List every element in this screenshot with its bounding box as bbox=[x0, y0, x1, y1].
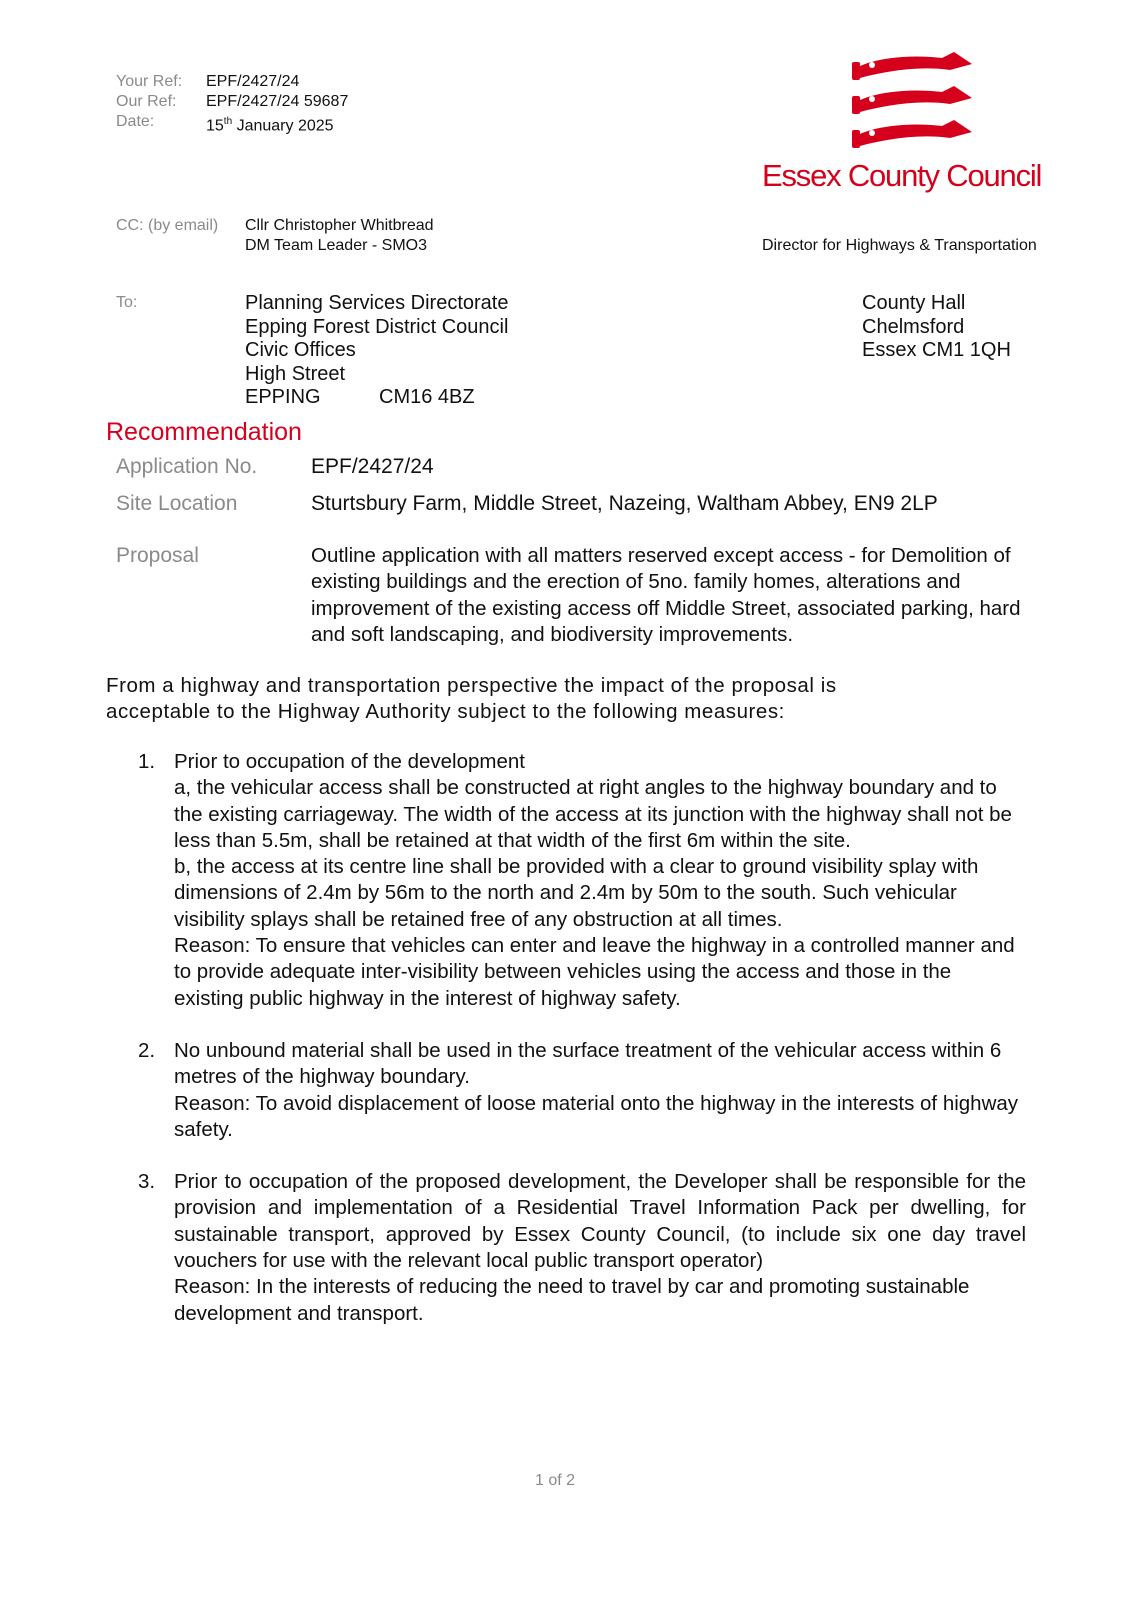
condition-paragraph: Prior to occupation of the development bbox=[174, 750, 525, 773]
intro-paragraph: From a highway and transportation perspective the impact of the proposal is acceptable to the Highway Authority subject to the following measures: bbox=[106, 674, 837, 723]
our-ref-row bbox=[116, 92, 348, 112]
site-location-label: Site Location bbox=[116, 492, 238, 515]
our-ref-value: EPF/2427/24 59687 bbox=[206, 93, 349, 110]
cc-recipients bbox=[245, 216, 434, 256]
condition-paragraph: Prior to occupation of the proposed development, the Developer shall be responsible for the provision and implementation of a Residential Travel Information Pack per dwelling, for sustainable transport, approved by Essex County Council, (to include six one day travel vouchers for use with the relevant local public transport operator) bbox=[174, 1170, 1026, 1273]
date-rest: January 2025 bbox=[232, 117, 334, 135]
condition-reason: Reason: To ensure that vehicles can enter and leave the highway in a controlled manner and to provide adequate inter-visibility between vehicles using the access and those in the existing public highway in the interest of highway safety. bbox=[174, 934, 1015, 1010]
date-suffix: th bbox=[223, 116, 233, 127]
application-value: EPF/2427/24 bbox=[311, 455, 434, 478]
date-label: Date: bbox=[116, 113, 155, 130]
date-row bbox=[116, 112, 348, 136]
application-label bbox=[116, 455, 257, 479]
address-line: High Street bbox=[245, 362, 346, 385]
reference-block bbox=[116, 72, 348, 136]
to-label: To: bbox=[116, 294, 138, 311]
your-ref-row bbox=[116, 72, 348, 92]
conditions-list bbox=[106, 749, 1026, 1353]
address-line: Civic Offices bbox=[245, 339, 356, 361]
address-town: EPPING bbox=[245, 386, 321, 408]
address-postcode: CM16 4BZ bbox=[379, 386, 475, 408]
condition-reason: Reason: In the interests of reducing the need to travel by car and promoting sustainable development and transport. bbox=[174, 1275, 970, 1325]
site-location-value: Sturtsbury Farm, Middle Street, Nazeing, Waltham Abbey, EN9 2LP bbox=[311, 492, 938, 515]
condition-item bbox=[106, 1038, 1026, 1143]
director-title: Director for Highways & Transportation bbox=[762, 237, 1037, 254]
cc-label: CC: (by email) bbox=[116, 217, 219, 234]
page-number: 1 of 2 bbox=[534, 1472, 576, 1489]
address-town-line bbox=[245, 386, 508, 410]
date-value bbox=[206, 112, 334, 136]
sender-address-line: Chelmsford bbox=[862, 315, 965, 338]
condition-item bbox=[106, 1169, 1026, 1327]
condition-paragraph: b, the access at its centre line shall be provided with a clear to ground visibility splay with dimensions of 2.4m by 56m to the north and 2.4m by 50m to the south. Such vehicular visibility splays shall be retained free of any obstruction at all times. bbox=[174, 855, 979, 931]
recommendation-heading: Recommendation bbox=[106, 418, 302, 446]
cc-line: Cllr Christopher Whitbread bbox=[245, 217, 434, 234]
logo-wordmark: Essex County Council bbox=[762, 158, 1042, 193]
sender-address-line: County Hall bbox=[862, 292, 966, 314]
sender-address bbox=[862, 292, 1011, 363]
your-ref-value: EPF/2427/24 bbox=[206, 73, 300, 90]
date-day: 15 bbox=[206, 117, 224, 135]
condition-number: 3. bbox=[138, 1170, 156, 1194]
application-label-text: Application No. bbox=[116, 455, 258, 478]
condition-number: 2. bbox=[138, 1038, 156, 1062]
proposal-label: Proposal bbox=[116, 544, 199, 567]
your-ref-label: Your Ref: bbox=[116, 73, 183, 90]
proposal-value: Outline application with all matters reserved except access - for Demolition of existing buildings and the erection of 5no. family homes, alterations and improvement of the existing access off Middle Street, associated parking, hard and soft landscaping, and biodiversity improvements. bbox=[311, 544, 1021, 646]
sender-address-line: Essex CM1 1QH bbox=[862, 339, 1011, 361]
three-seaxes-icon bbox=[850, 50, 976, 150]
condition-item bbox=[106, 749, 1026, 1012]
condition-number: 1. bbox=[138, 750, 156, 773]
cc-line: DM Team Leader - SMO3 bbox=[245, 237, 427, 254]
address-line: Planning Services Directorate bbox=[245, 292, 509, 314]
our-ref-label: Our Ref: bbox=[116, 93, 177, 110]
condition-paragraph: a, the vehicular access shall be constructed at right angles to the highway boundary and to the existing carriageway. The width of the access at its junction with the highway shall not be less than 5.5m, shall be retained at that width of the first 6m within the site. bbox=[174, 776, 1012, 852]
condition-reason: Reason: To avoid displacement of loose material onto the highway in the interests of highway safety. bbox=[174, 1091, 1019, 1141]
address-line: Epping Forest District Council bbox=[245, 315, 509, 338]
recipient-address bbox=[245, 292, 508, 410]
condition-paragraph: No unbound material shall be used in the surface treatment of the vehicular access within 6 metres of the highway boundary. bbox=[174, 1038, 1002, 1089]
